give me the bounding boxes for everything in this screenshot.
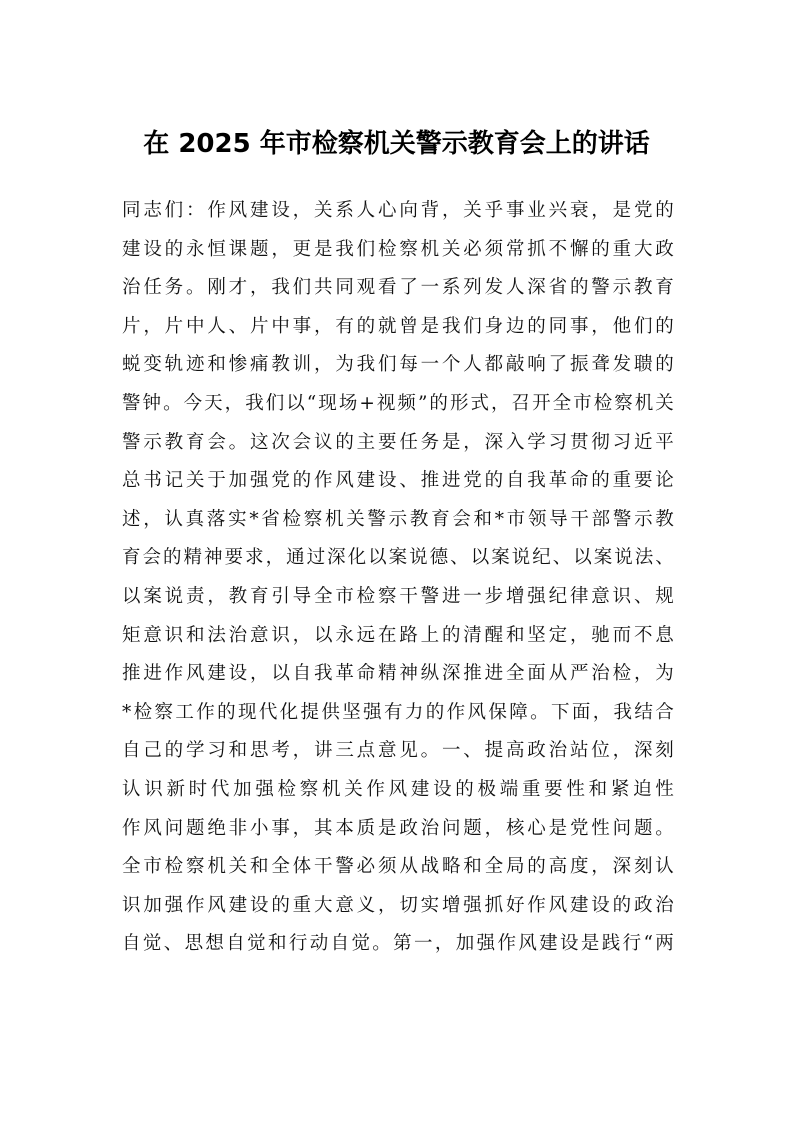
- body-line: 全市检察机关和全体干警必须从战略和全局的高度，深刻认: [122, 856, 674, 878]
- body-line: 以案说责，教育引导全市检察干警进一步增强纪律意识、规: [122, 585, 674, 607]
- body-line: 建设的永恒课题，更是我们检察机关必须常抓不懈的重大政: [122, 238, 674, 260]
- body-line: 自觉、思想自觉和行动自觉。第一，加强作风建设是践行“两: [122, 933, 674, 955]
- body-line: 矩意识和法治意识，以永远在路上的清醒和坚定，驰而不息: [122, 624, 674, 646]
- body-line: 育会的精神要求，通过深化以案说德、以案说纪、以案说法、: [122, 547, 674, 569]
- document-body: [122, 192, 674, 964]
- body-line: 认识新时代加强检察机关作风建设的极端重要性和紧迫性: [122, 778, 674, 800]
- body-line: 同志们：作风建设，关系人心向背，关乎事业兴衰，是党的: [122, 200, 674, 221]
- body-line: 警示教育会。这次会议的主要任务是，深入学习贯彻习近平: [122, 431, 674, 453]
- body-line: 治任务。刚才，我们共同观看了一系列发人深省的警示教育: [122, 277, 674, 299]
- body-line: *检察工作的现代化提供坚强有力的作风保障。下面，我结合: [122, 701, 674, 723]
- body-line: 警钟。今天，我们以“现场+视频”的形式，召开全市检察机关: [122, 392, 674, 414]
- body-line: 述，认真落实*省检察机关警示教育会和*市领导干部警示教: [122, 508, 674, 530]
- body-line: 识加强作风建设的重大意义，切实增强抓好作风建设的政治: [122, 894, 674, 916]
- document-title: 在 2025 年市检察机关警示教育会上的讲话: [143, 129, 650, 159]
- body-line: 蜕变轨迹和惨痛教训，为我们每一个人都敲响了振聋发聩的: [122, 354, 674, 376]
- body-line: 推进作风建设，以自我革命精神纵深推进全面从严治检，为: [122, 663, 674, 685]
- body-line: 片，片中人、片中事，有的就曾是我们身边的同事，他们的: [122, 315, 674, 337]
- body-line: 作风问题绝非小事，其本质是政治问题，核心是党性问题。: [122, 817, 674, 839]
- body-line: 自己的学习和思考，讲三点意见。一、提高政治站位，深刻: [122, 740, 674, 762]
- body-line: 总书记关于加强党的作风建设、推进党的自我革命的重要论: [122, 470, 674, 492]
